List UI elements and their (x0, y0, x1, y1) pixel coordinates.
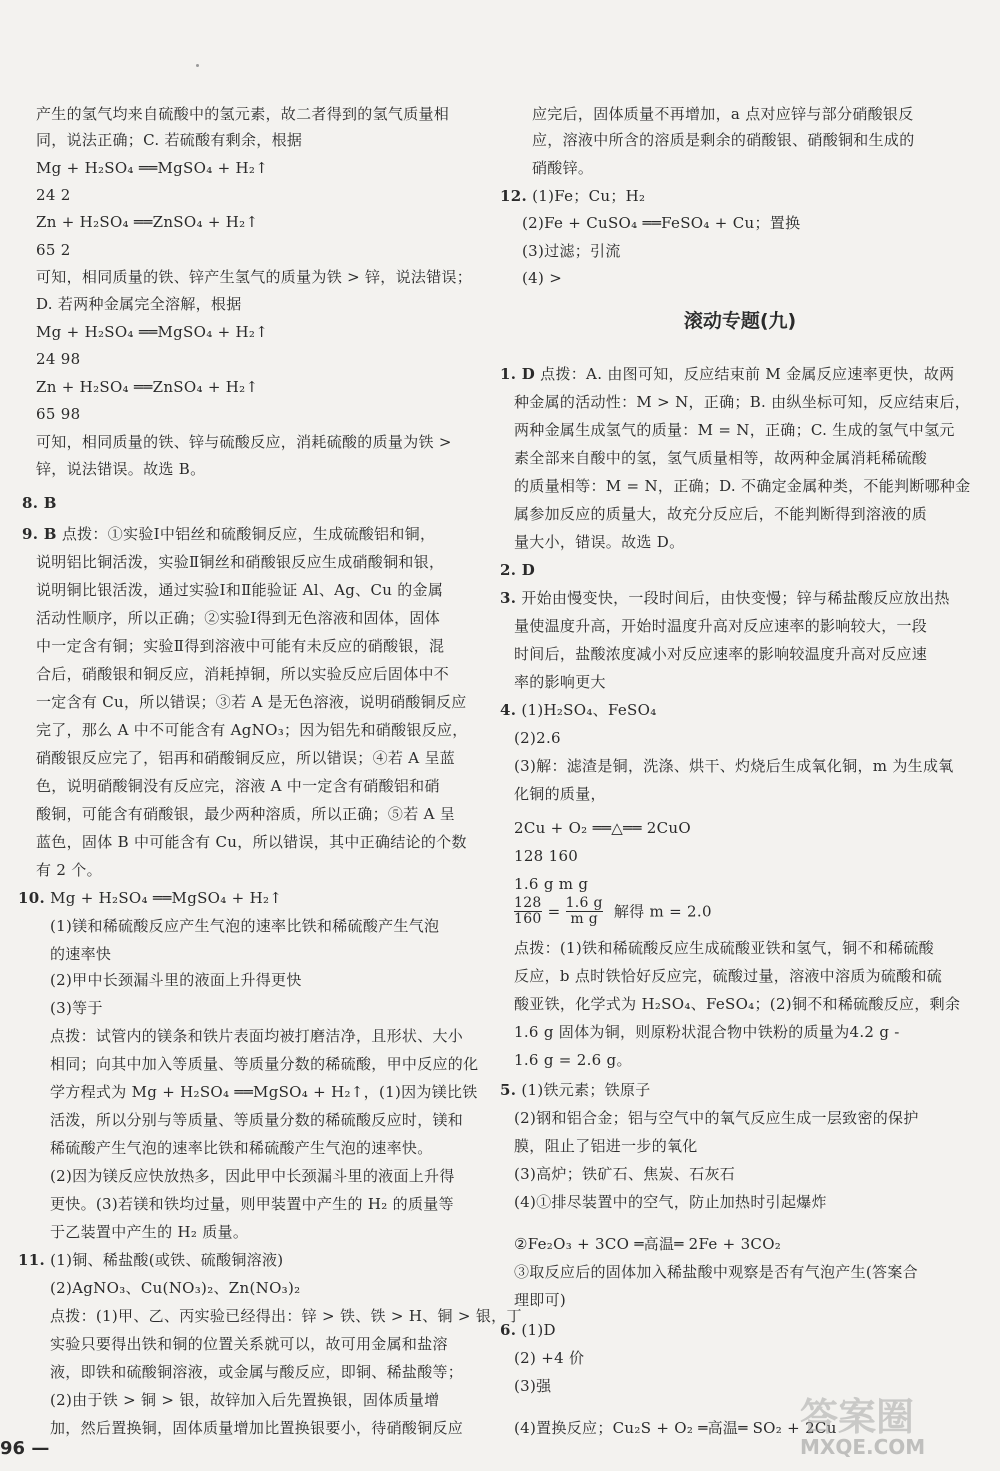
text-line: 的质量相等：M = N，正确；D. 不确定金属种类，不能判断哪种金 (514, 477, 971, 495)
section-heading: 滚动专题(九) (683, 310, 797, 332)
text-line: (4)①排尽装置中的空气，防止加热时引起爆炸 (514, 1193, 827, 1211)
text-line: 应，溶液中所含的溶质是剩余的硝酸银、硝酸铜和生成的 (532, 131, 915, 149)
text-line: 素全部来自酸中的氢，氢气质量相等，故两种金属消耗稀硫酸 (514, 449, 928, 467)
text-line: 反应，b 点时铁恰好反应完，硫酸过量，溶液中溶质为硫酸和硫 (514, 967, 943, 985)
text-line: 1. D 点拨：A. 由图可知，反应结束前 M 金属反应速率更快，故两 (500, 365, 955, 383)
text-line: 合后，硝酸银和铜反应，消耗掉铜，所以实验反应后固体中不 (36, 665, 450, 683)
text-line: (2)甲中长颈漏斗里的液面上升得更快 (50, 971, 302, 989)
text-line: 色，说明硝酸铜没有反应完，溶液 A 中一定含有硝酸铝和硝 (36, 777, 440, 795)
text-line: 说明铜比银活泼，通过实验Ⅰ和Ⅱ能验证 Al、Ag、Cu 的金属 (36, 581, 444, 599)
text-line: 理即可) (514, 1291, 567, 1309)
text-line: 可知，相同质量的铁、锌与硫酸反应，消耗硫酸的质量为铁 > (36, 433, 452, 451)
text-line: 更快。(3)若镁和铁均过量，则甲装置中产生的 H₂ 的质量等 (50, 1195, 454, 1213)
text-line: 24 98 (36, 350, 81, 368)
text-line: 10. Mg + H₂SO₄ ══MgSO₄ + H₂↑ (18, 889, 283, 907)
text-line: 中一定含有铜；实验Ⅱ得到溶液中可能有未反应的硝酸银，混 (36, 637, 445, 655)
text-line: (3)等于 (50, 999, 103, 1017)
text-line: 5. (1)铁元素；铁原子 (500, 1081, 651, 1099)
text-line: 量使温度升高，开始时温度升高对反应速率的影响较大，一段 (514, 617, 928, 635)
text-line: (4) > (522, 269, 563, 287)
text-line: 硝酸银反应完了，铝再和硝酸铜反应，所以错误；④若 A 呈蓝 (36, 749, 456, 767)
text-line: (4)置换反应；Cu₂S + O₂ ═高温═ SO₂ + 2Cu (514, 1419, 837, 1437)
text-line: (3)强 (514, 1377, 552, 1395)
text-line: 稀硫酸产生气泡的速率比铁和稀硫酸产生气泡的速率快。 (50, 1139, 433, 1157)
text-line: 学方程式为 Mg + H₂SO₄ ══MgSO₄ + H₂↑，(1)因为镁比铁 (50, 1083, 478, 1101)
text-line: 2. D (500, 561, 536, 579)
text-line: (2) +4 价 (514, 1349, 585, 1367)
text-line: 11. (1)铜、稀盐酸(或铁、硫酸铜溶液) (18, 1251, 284, 1269)
text-line: 有 2 个。 (36, 861, 102, 879)
text-line: 一定含有 Cu，所以错误；③若 A 是无色溶液，说明硝酸铜反应 (36, 693, 467, 711)
text-line: 活泼，所以分别与等质量、等质量分数的稀硫酸反应时，镁和 (50, 1111, 464, 1129)
text-line: 的速率快 (50, 945, 112, 963)
text-line: 3. 开始由慢变快，一段时间后，由快变慢；锌与稀盐酸反应放出热 (500, 589, 950, 607)
text-line: D. 若两种金属完全溶解，根据 (36, 295, 242, 313)
fraction-equation: $\frac{128}{160}$ = $\frac{1.6 g}{\text{m g}}$ 解得 m = 2.0 (514, 895, 712, 927)
text-line: 8. B (22, 494, 57, 512)
text-line: 65 2 (36, 241, 71, 259)
text-line: 完了，那么 A 中不可能含有 AgNO₃；因为铝先和硝酸银反应， (36, 721, 468, 739)
text-line: 相同；向其中加入等质量、等质量分数的稀硫酸，甲中反应的化 (50, 1055, 479, 1073)
page-number: 96 — (0, 1438, 50, 1459)
text-line: 膜，阻止了铝进一步的氧化 (514, 1137, 698, 1155)
text-line: 1.6 g 固体为铜，则原粉状混合物中铁粉的质量为4.2 g - (514, 1023, 900, 1041)
scan-speck (196, 64, 199, 67)
fraction-right: $\frac{1.6 g}{\text{m g}}$ (565, 895, 603, 927)
text-line: 2Cu + O₂ ══△══ 2CuO (514, 819, 691, 837)
text-line: 同，说法正确；C. 若硫酸有剩余，根据 (36, 131, 303, 149)
text-line: Zn + H₂SO₄ ══ZnSO₄ + H₂↑ (36, 378, 259, 396)
text-line: 率的影响更大 (514, 673, 606, 691)
text-line: (1)镁和稀硫酸反应产生气泡的速率比铁和稀硫酸产生气泡 (50, 917, 440, 935)
text-line: 128 160 (514, 847, 579, 865)
text-line: 锌，说法错误。故选 B。 (36, 460, 206, 478)
text-line: (2)Fe + CuSO₄ ══FeSO₄ + Cu；置换 (522, 214, 801, 232)
text-line: (2)钢和铝合金；铝与空气中的氧气反应生成一层致密的保护 (514, 1109, 919, 1127)
text-line: (3)高炉；铁矿石、焦炭、石灰石 (514, 1165, 736, 1183)
watermark: 答案圈 MXQE.COM (800, 1395, 926, 1459)
text-line: Zn + H₂SO₄ ══ZnSO₄ + H₂↑ (36, 213, 259, 231)
text-line: 实验只要得出铁和铜的位置关系就可以，故可用金属和盐溶 (50, 1335, 448, 1353)
text-line: (2)AgNO₃、Cu(NO₃)₂、Zn(NO₃)₂ (50, 1279, 301, 1297)
text-line: 6. (1)D (500, 1321, 556, 1339)
text-line: 蓝色，固体 B 中可能含有 Cu，所以错误，其中正确结论的个数 (36, 833, 467, 851)
text-line: (2)由于铁 > 铜 > 银，故锌加入后先置换银，固体质量增 (50, 1391, 440, 1409)
text-line: 点拨：(1)甲、乙、丙实验已经得出：锌 > 铁、铁 > H、铜 > 银，丁 (50, 1307, 522, 1325)
text-line: 1.6 g = 2.6 g。 (514, 1051, 632, 1069)
text-line: (2)2.6 (514, 729, 561, 747)
text-line: 硝酸锌。 (532, 159, 594, 177)
fraction-left: $\frac{128}{160}$ (514, 895, 542, 927)
text-line: 点拨：(1)铁和稀硫酸反应生成硫酸亚铁和氢气，铜不和稀硫酸 (514, 939, 934, 957)
text-line: 应完后，固体质量不再增加，a 点对应锌与部分硝酸银反 (532, 105, 914, 123)
text-line: 酸亚铁，化学式为 H₂SO₄、FeSO₄；(2)铜不和稀硫酸反应，剩余 (514, 995, 961, 1013)
text-line: 4. (1)H₂SO₄、FeSO₄ (500, 701, 657, 719)
text-line: 可知，相同质量的铁、锌产生氢气的质量为铁 > 锌，说法错误； (36, 268, 473, 286)
text-line: 于乙装置中产生的 H₂ 质量。 (50, 1223, 249, 1241)
text-line: (3)过滤；引流 (522, 242, 621, 260)
text-line: (3)解：滤渣是铜，洗涤、烘干、灼烧后生成氧化铜，m 为生成氧 (514, 757, 954, 775)
text-line: ②Fe₂O₃ + 3CO ═高温═ 2Fe + 3CO₂ (514, 1235, 782, 1253)
text-line: Mg + H₂SO₄ ══MgSO₄ + H₂↑ (36, 159, 269, 177)
text-line: 24 2 (36, 186, 71, 204)
text-line: 点拨：试管内的镁条和铁片表面均被打磨洁净，且形状、大小 (50, 1027, 464, 1045)
text-line: 加，然后置换铜，固体质量增加比置换银要小，待硝酸铜反应 (50, 1419, 464, 1437)
text-line: 酸铜，可能含有硝酸银，最少两种溶质，所以正确；⑤若 A 呈 (36, 805, 456, 823)
text-line: 种金属的活动性：M > N，正确；B. 由纵坐标可知，反应结束后， (514, 393, 971, 411)
text-line: 9. B 点拨：①实验Ⅰ中铝丝和硫酸铜反应，生成硫酸铝和铜， (22, 525, 436, 543)
text-line: 12. (1)Fe；Cu；H₂ (500, 187, 646, 205)
text-line: 时间后，盐酸浓度减小对反应速率的影响较温度升高对反应速 (514, 645, 928, 663)
text-line: 液，即铁和硫酸铜溶液，或金属与酸反应，即铜、稀盐酸等； (50, 1363, 464, 1381)
text-line: 65 98 (36, 405, 81, 423)
text-line: 产生的氢气均来自硫酸中的氢元素，故二者得到的氢气质量相 (36, 105, 450, 123)
text-line: 量大小，错误。故选 D。 (514, 533, 685, 551)
text-line: 1.6 g m g (514, 875, 589, 893)
text-line: 化铜的质量， (514, 785, 606, 803)
text-line: ③取反应后的固体加入稀盐酸中观察是否有气泡产生(答案合 (514, 1263, 918, 1281)
text-line: Mg + H₂SO₄ ══MgSO₄ + H₂↑ (36, 323, 269, 341)
text-line: 两种金属生成氢气的质量：M = N，正确；C. 生成的氢气中氢元 (514, 421, 955, 439)
text-line: 活动性顺序，所以正确；②实验Ⅰ得到无色溶液和固体，固体 (36, 609, 441, 627)
text-line: 属参加反应的质量大，故充分反应后，不能判断得到溶液的质 (514, 505, 928, 523)
text-line: 说明铝比铜活泼，实验Ⅱ铜丝和硝酸银反应生成硝酸铜和银， (36, 553, 445, 571)
text-line: (2)因为镁反应快放热多，因此甲中长颈漏斗里的液面上升得 (50, 1167, 455, 1185)
